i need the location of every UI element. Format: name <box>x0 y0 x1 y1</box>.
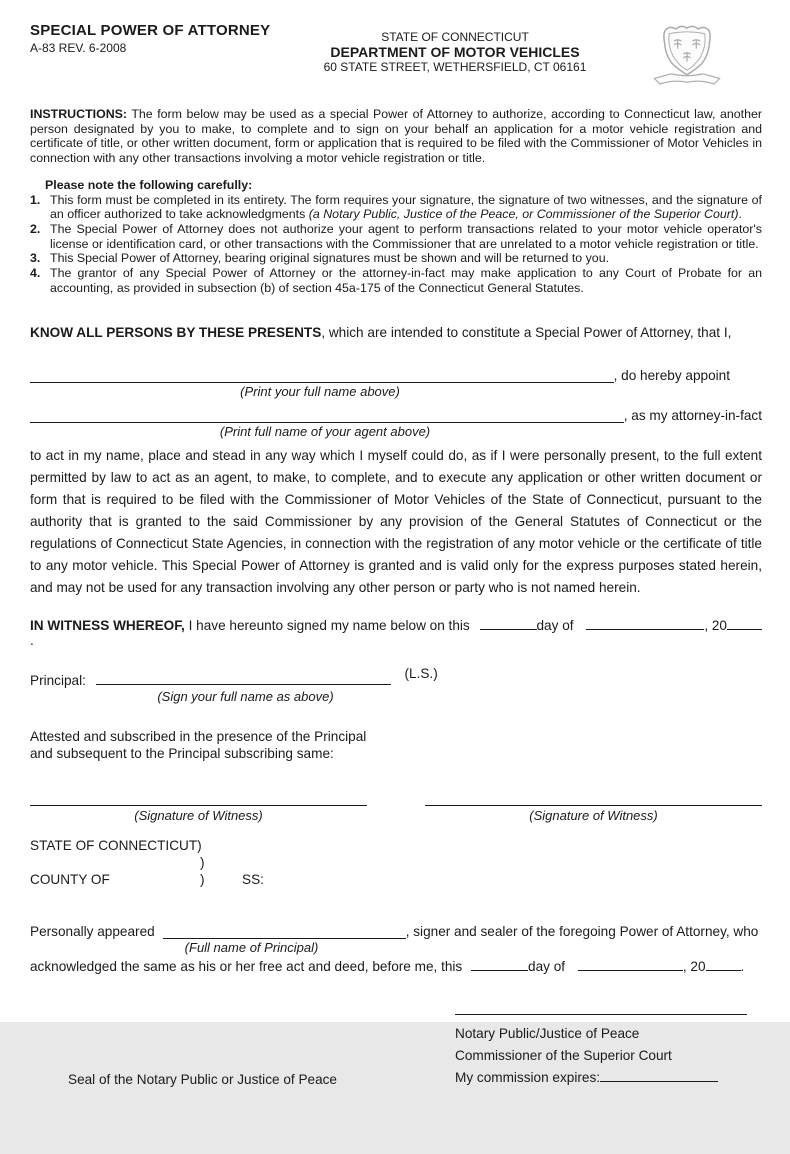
venue-block <box>30 837 762 888</box>
ack-sentence-period: . <box>740 959 745 975</box>
ack-principal-name-blank[interactable] <box>163 924 406 939</box>
agent-name-blank[interactable] <box>30 408 624 423</box>
agent-name-row <box>30 408 762 423</box>
officer-title-1: Notary Public/Justice of Peace <box>455 1026 640 1042</box>
commission-row <box>455 1067 757 1089</box>
venue-middle-line <box>30 854 762 871</box>
instruction-item-3 <box>30 251 762 266</box>
header-right <box>612 22 762 97</box>
note-heading: Please note the following carefully: <box>45 177 253 192</box>
officer-title-2: Commissioner of the Superior Court <box>455 1048 672 1064</box>
venue-state-line <box>30 837 762 854</box>
instruction-item-2 <box>30 222 762 251</box>
ack-day-of-label: day of <box>528 959 566 975</box>
declaration-lead-rest: , which are intended to constitute a Special Power of Attorney, that I, <box>321 325 732 341</box>
item-number: 2. <box>30 221 41 236</box>
signer-suffix: , signer and sealer of the foregoing Power of Attorney, who <box>405 924 759 940</box>
venue-county-line <box>30 871 762 888</box>
ack-principal-name-caption: (Full name of Principal) <box>184 940 319 956</box>
principal-signature-row <box>30 666 762 689</box>
day-of-label: day of <box>536 618 574 634</box>
officer-footer <box>30 1014 762 1154</box>
item-text: This form must be completed in its entirety. The form requires your signature, the signature of two witnesses, and the signature of an officer authorized to take acknowledgments <box>50 192 762 222</box>
form-header <box>30 22 762 97</box>
principal-name-blank[interactable] <box>30 368 614 383</box>
header-left <box>30 22 298 55</box>
item-text: This Special Power of Attorney, bearing original signatures must be shown and will be returned to you. <box>50 251 610 266</box>
whereof-rest: I have hereunto signed my name below on this <box>184 618 470 634</box>
form-title: SPECIAL POWER OF ATTORNEY <box>30 22 271 39</box>
instruction-item-1 <box>30 193 762 222</box>
execution-day-blank[interactable] <box>480 617 537 630</box>
personally-appeared-label: Personally appeared <box>30 924 155 940</box>
commission-expires-label: My commission expires: <box>455 1070 601 1086</box>
state-of-connecticut-label: STATE OF CONNECTICUT <box>30 838 198 854</box>
officer-signature-blank[interactable] <box>455 1014 747 1015</box>
ack-year-prefix: , 20 <box>682 959 706 975</box>
paren-3: ) <box>200 872 205 888</box>
agency-department: DEPARTMENT OF MOTOR VEHICLES <box>330 44 580 60</box>
instructions-paragraph <box>30 107 762 166</box>
principal-label: Principal: <box>30 673 86 689</box>
witness-left-column <box>30 794 367 823</box>
item-number: 1. <box>30 192 41 207</box>
principal-signature-caption: (Sign your full name as above) <box>157 689 334 705</box>
item-text: The Special Power of Attorney does not authorize your agent to perform transactions related to your motor vehicle operator's license or identification card, or other transactions with the Commissioner that are unrelated to a motor vehicle registration or title. <box>50 221 762 251</box>
item-number: 3. <box>30 251 41 266</box>
execution-year-blank[interactable] <box>727 617 762 630</box>
paren-2: ) <box>200 855 205 871</box>
witness-whereof-row <box>30 617 762 648</box>
witness-right-caption: (Signature of Witness) <box>529 808 658 824</box>
acknowledged-text: acknowledged the same as his or her free act and deed, before me, this <box>30 959 463 975</box>
sentence-period: . <box>30 633 34 649</box>
item-number: 4. <box>30 266 41 281</box>
ack-day-blank[interactable] <box>471 958 528 971</box>
ss-label: SS: <box>242 872 264 888</box>
item-text-end: . <box>738 207 742 222</box>
principal-name-row <box>30 368 730 383</box>
witness-signature-section <box>30 794 762 823</box>
form-revision: A-83 REV. 6-2008 <box>30 41 127 55</box>
witness-right-column <box>425 794 762 823</box>
county-of-label: COUNTY OF <box>30 872 110 888</box>
officer-block <box>455 1014 757 1089</box>
acknowledged-row <box>30 958 762 974</box>
declaration-lead <box>30 325 762 340</box>
attested-statement <box>30 728 390 762</box>
declaration-lead-bold: KNOW ALL PERSONS BY THESE PRESENTS <box>30 325 322 341</box>
witness-signature-left-blank[interactable] <box>30 794 367 806</box>
notary-seal-caption: Seal of the Notary Public or Justice of Peace <box>68 1072 337 1088</box>
witness-signature-right-blank[interactable] <box>425 794 762 806</box>
agency-block <box>298 22 612 75</box>
personally-appeared-row <box>30 924 762 939</box>
commission-expires-blank[interactable] <box>600 1069 718 1082</box>
principal-signature-blank[interactable] <box>96 672 391 685</box>
agent-name-caption: (Print full name of your agent above) <box>219 424 431 440</box>
powers-paragraph: to act in my name, place and stead in any way which I myself could do, as if I were personally present, to the full extent permitted by law to act as an agent, to make, to complete, and to execute any application or other written document or form that is required to be filed with the Commissioner of Motor Vehicles of the State of Connecticut, pursuant to the authority that is granted to the said Commissioner by any provision of the General Statutes of Connecticut or the regulations of Connecticut State Agencies, in connection with the registration of any motor vehicle or the certificate of title to any motor vehicle. This Special Power of Attorney is granted and is valid only for the express purposes stated herein, and may not be used for any transaction involving any other person or party who is not named herein. <box>30 448 762 596</box>
item-text-italic: (a Notary Public, Justice of the Peace, or Commissioner of the Superior Court) <box>308 207 739 222</box>
execution-month-blank[interactable] <box>586 617 704 630</box>
whereof-bold: IN WITNESS WHEREOF, <box>30 618 185 634</box>
appoint-suffix: , do hereby appoint <box>613 368 730 384</box>
agency-address: 60 STATE STREET, WETHERSFIELD, CT 06161 <box>323 60 587 74</box>
paren-1: ) <box>197 838 202 854</box>
year-prefix: , 20 <box>704 618 727 634</box>
instructions-text: The form below may be used as a special Power of Attorney to authorize, according to Connecticut law, another person designated by you to make, to complete and to sign on your behalf an application for a motor vehicle registration and certificate of title, or other written document, form or application that is required to be filed with the Commissioner of Motor Vehicles in connection with any other transactions involving a motor vehicle registration or title. <box>30 107 762 166</box>
item-text: The grantor of any Special Power of Attorney or the attorney-in-fact may make application to any Court of Probate for an accounting, as provided in subsection (b) of section 45a-175 of the Connecticut General Statutes. <box>50 266 762 295</box>
connecticut-seal-icon <box>645 22 729 97</box>
witness-left-caption: (Signature of Witness) <box>134 808 263 824</box>
attorney-suffix: , as my attorney-in-fact <box>623 408 762 424</box>
instruction-item-4 <box>30 266 762 295</box>
acknowledgment-section <box>30 924 762 974</box>
instructions-label: INSTRUCTIONS: <box>30 107 128 121</box>
attested-line-2: and subsequent to the Principal subscribing same: <box>30 746 334 762</box>
agency-state: STATE OF CONNECTICUT <box>381 30 529 44</box>
attested-line-1: Attested and subscribed in the presence of the Principal <box>30 729 367 745</box>
principal-name-caption: (Print your full name above) <box>240 384 400 400</box>
ls-label: (L.S.) <box>404 666 438 682</box>
ack-month-blank[interactable] <box>578 958 683 971</box>
ack-year-blank[interactable] <box>706 958 741 971</box>
